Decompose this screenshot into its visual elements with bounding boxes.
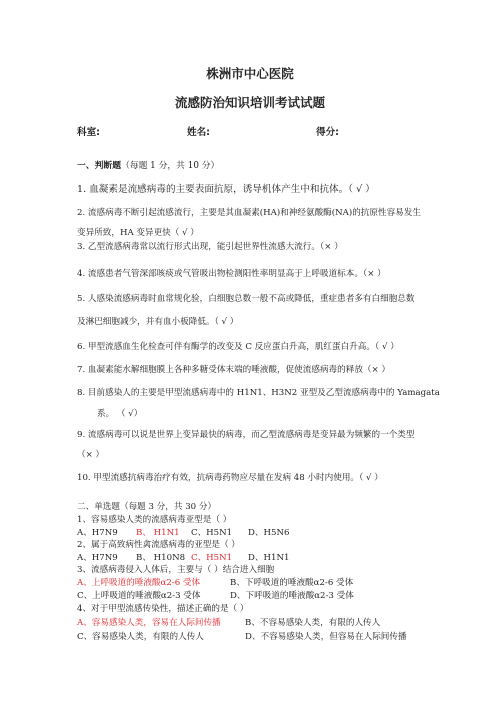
q2-stem: 2、属于高致病性禽流感病毒的亚型是（ ） <box>77 540 240 550</box>
section1-heading: 一、判断题 <box>77 161 121 171</box>
q2-option-b: B、 H10N8 <box>136 553 186 563</box>
q3-stem: 3、流感病毒侵入人体后，主要与（ ）结合进入细胞 <box>77 565 275 575</box>
judge-item-10: 10. 甲型流感抗病毒治疗有效，抗病毒药物应尽量在发病 48 小时内使用。（ √ ） <box>77 473 383 483</box>
q4-option-a: A、容易感染人类，容易在人际间传播 <box>77 618 221 628</box>
judge-item-9: 9. 流感病毒可以说是世界上变异最快的病毒，而乙型流感病毒是变异最为频繁的一个类型 <box>77 430 415 440</box>
judge-item-7: 7. 血凝素能水解细胞膜上各种多糖受体末端的唾液酸，促使流感病毒的释放（× ） <box>77 365 391 375</box>
q2-option-d: D、H1N1 <box>248 553 290 563</box>
q1-stem: 1、容易感染人类的流感病毒亚型是（ ） <box>77 515 232 525</box>
q4-option-d: D、不容易感染人类，但容易在人际间传播 <box>245 632 407 642</box>
section2-heading: 二、单选题（每题 3 分，共 30 分） <box>77 502 217 512</box>
q2-option-a: A、H7N9 <box>77 553 118 563</box>
q1-option-a: A、H7N9 <box>77 528 118 538</box>
q3-option-a: A、上呼吸道的唾液酸α2-6 受体 <box>77 578 201 588</box>
judge-item-2-cont: 变异所致，HA 变异更快（ √ ） <box>77 228 199 238</box>
judge-item-8-cont: 系。 （ √） <box>97 409 143 419</box>
judge-item-8: 8. 目前感染人的主要是甲型流感病毒中的 H1N1、H3N2 亚型及乙型流感病毒中的 Yamagata <box>77 388 440 398</box>
q3-option-b: B、下呼吸道的唾液酸α2-6 受体 <box>230 578 354 588</box>
hospital-name: 株洲市中心医院 <box>206 66 294 81</box>
judge-item-5: 5. 人感染流感病毒时血常规化验，白细胞总数一般不高或降低，重症患者多有白细胞总数 <box>77 294 415 304</box>
q1-option-c: C、H5N1 <box>191 528 233 538</box>
judge-item-6: 6. 甲型流感血生化检查可伴有酶学的改变及 C 反应蛋白升高，肌红蛋白升高。（ √ ） <box>77 342 399 352</box>
q2-option-c: C、H5N1 <box>191 553 233 563</box>
judge-item-1: 1. 血凝素是流感病毒的主要表面抗原，诱导机体产生中和抗体。（ √ ） <box>77 184 375 195</box>
q1-option-b: B、 H1N1 <box>136 528 180 538</box>
exam-title: 流感防治知识培训考试试题 <box>174 95 325 110</box>
q1-option-d: D、H5N6 <box>248 528 290 538</box>
q3-option-c: C、上呼吸道的唾液酸α2-3 受体 <box>77 591 201 601</box>
judge-item-2: 2. 流感病毒不断引起流感流行，主要是其血凝素(HA)和神经氨酸酶(NA)的抗原性容易发生 <box>77 208 421 218</box>
judge-item-3: 3. 乙型流感病毒常以流行形式出现，能引起世界性流感大流行。（× ） <box>77 242 343 252</box>
dept-label: 科室: <box>77 127 101 138</box>
q4-option-b: B、不容易感染人类，有限的人传人 <box>245 618 381 628</box>
judge-item-9-cont: （× ） <box>77 450 105 460</box>
name-label: 姓名: <box>187 127 211 138</box>
q4-stem: 4、对于甲型流感传染性，描述正确的是（ ） <box>77 604 249 614</box>
q3-option-d: D、下呼吸道的唾液酸α2-3 受体 <box>230 591 354 601</box>
judge-item-4: 4. 流感患者气管深部咳痰或气管吸出物检测阳性率明显高于上呼吸道标本。（× ） <box>77 269 386 279</box>
q4-option-c: C、容易感染人类，有限的人传人 <box>77 632 204 642</box>
judge-item-5-cont: 及淋巴细胞减少，并有血小板降低。（ √ ） <box>77 317 239 327</box>
score-label: 得分: <box>316 127 340 138</box>
section1-heading-line <box>77 161 219 171</box>
section1-heading-note: （每题 1 分，共 10 分） <box>121 161 220 171</box>
